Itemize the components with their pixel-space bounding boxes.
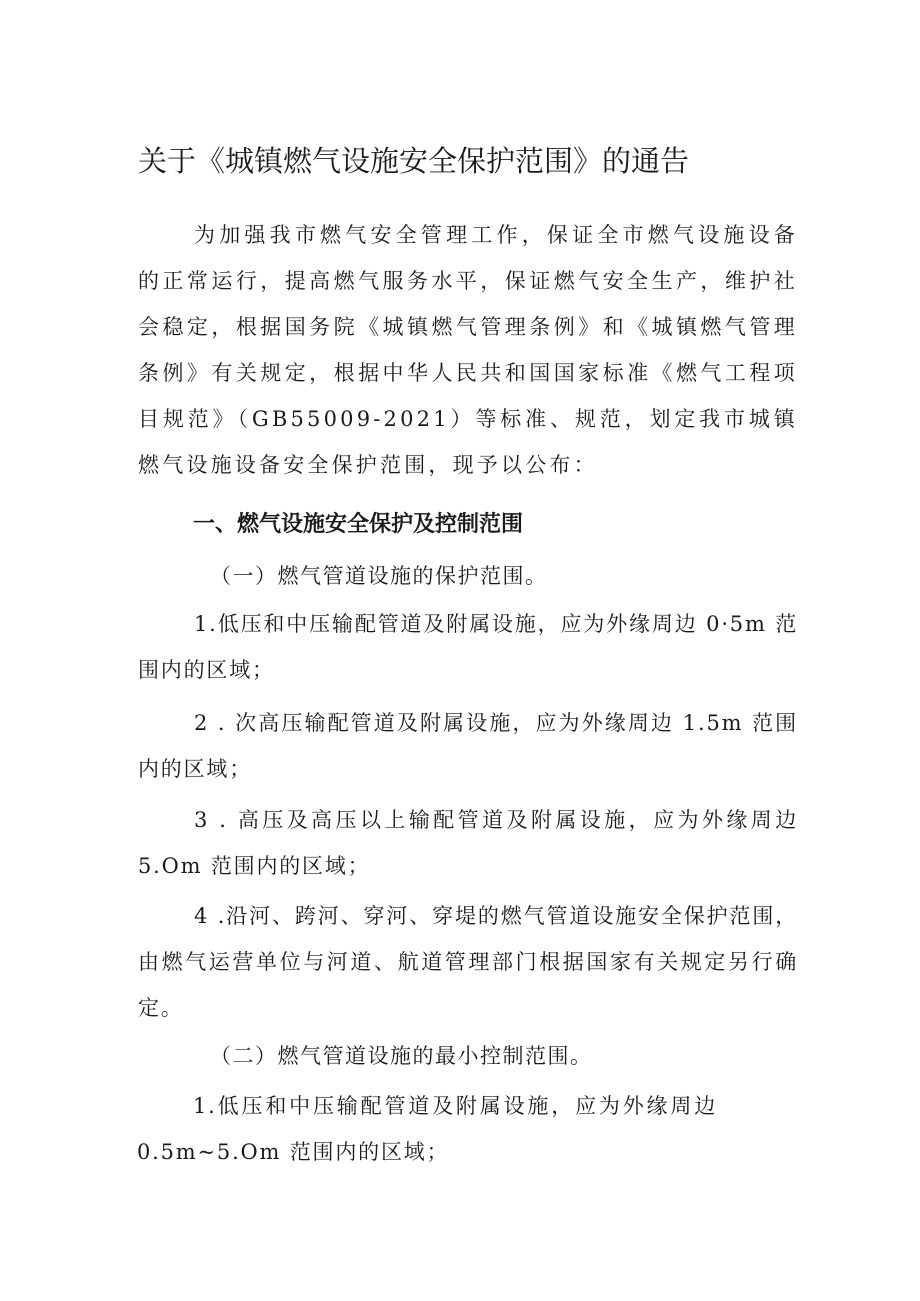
protection-item-4: 4 .沿河、跨河、穿河、穿堤的燃气管道设施安全保护范围，由燃气运营单位与河道、航道管理部门根据国家有关规定另行确定。 [138,904,798,1020]
protection-item-1: 1.低压和中压输配管道及附属设施，应为外缘周边 0·5m 范围内的区域； [138,612,798,682]
protection-item-2: 2 . 次高压输配管道及附属设施，应为外缘周边 1.5m 范围内的区域； [138,711,798,781]
document-title: 关于《城镇燃气设施安全保护范围》的通告 [138,144,690,178]
intro-paragraph: 为加强我市燃气安全管理工作，保证全市燃气设施设备的正常运行，提高燃气服务水平，保证燃气安全生产，维护社会稳定，根据国务院《城镇燃气管理条例》和《城镇燃气管理条例》有关规定，根据中华人民共和国国家标准《燃气工程项目规范》（GB55009-2021）等标准、规范，划定我市城镇燃气设施设备安全保护范围，现予以公布： [138,223,798,477]
section-heading: 一、燃气设施安全保护及控制范围 [193,512,524,537]
protection-item-3: 3 . 高压及高压以上输配管道及附属设施，应为外缘周边 5.Om 范围内的区域； [138,808,798,878]
subsection-heading-control: （二）燃气管道设施的最小控制范围。 [210,1044,593,1068]
subsection-heading-protection: （一）燃气管道设施的保护范围。 [210,564,548,588]
control-item-1: 1.低压和中压输配管道及附属设施，应为外缘周边 0.5m~5.Om 范围内的区域； [137,1094,717,1164]
